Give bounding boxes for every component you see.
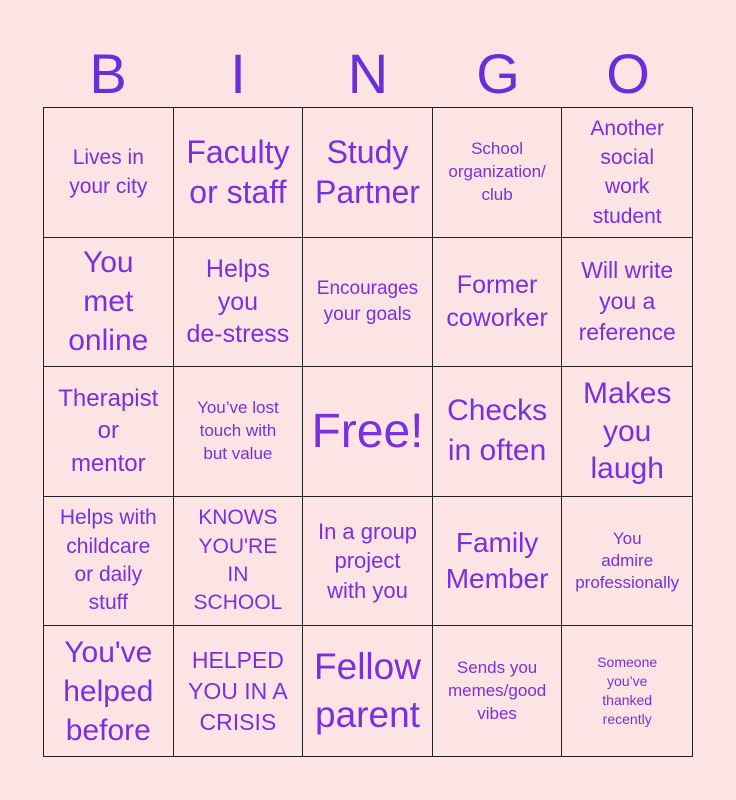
header-letter-n: N — [347, 42, 389, 105]
bingo-cell[interactable] — [303, 497, 433, 627]
bingo-cell[interactable] — [44, 497, 174, 627]
cell-text: Helps with childcare or daily stuff — [59, 506, 157, 615]
bingo-cell[interactable] — [433, 626, 563, 756]
bingo-cell[interactable] — [562, 497, 692, 627]
bingo-cell[interactable] — [44, 108, 174, 238]
cell-text: Another social work student — [590, 116, 664, 228]
bingo-cell[interactable] — [562, 626, 692, 756]
cell-text: Someone you’ve thanked recently — [597, 654, 658, 728]
bingo-cell[interactable] — [433, 497, 563, 627]
header-letter-b: B — [89, 42, 127, 105]
bingo-cell[interactable] — [433, 367, 563, 497]
bingo-cell[interactable] — [303, 108, 433, 238]
free-space-text: Free! — [311, 404, 424, 458]
cell-text: Will write you a reference — [578, 257, 676, 346]
bingo-cell[interactable] — [562, 108, 692, 238]
bingo-cell[interactable] — [174, 108, 304, 238]
cell-text: HELPED YOU IN A CRISIS — [188, 646, 288, 735]
header-letter-g: G — [476, 42, 520, 105]
header-letter-o: O — [606, 42, 650, 105]
bingo-cell[interactable] — [44, 367, 174, 497]
cell-text: You met online — [68, 246, 149, 358]
cell-text: Fellow parent — [314, 646, 421, 736]
cell-text: Lives in your city — [69, 145, 148, 199]
cell-text: Family Member — [445, 526, 549, 595]
cell-text: KNOWS YOU'RE IN SCHOOL — [193, 506, 283, 615]
free-space-cell[interactable] — [303, 367, 433, 497]
bingo-cell[interactable] — [562, 367, 692, 497]
bingo-cell[interactable] — [174, 497, 304, 627]
cell-text: Therapist or mentor — [58, 384, 159, 477]
cell-text: Makes you laugh — [583, 377, 672, 486]
cell-text: You've helped before — [63, 635, 154, 747]
bingo-cell[interactable] — [174, 367, 304, 497]
bingo-header — [43, 40, 693, 108]
bingo-cell[interactable] — [44, 238, 174, 368]
cell-text: Sends you memes/good vibes — [447, 657, 547, 723]
bingo-cell[interactable] — [44, 626, 174, 756]
cell-text: Former coworker — [446, 271, 548, 332]
bingo-cell[interactable] — [303, 626, 433, 756]
cell-text: You admire professionally — [575, 528, 680, 593]
cell-text: Checks in often — [447, 393, 548, 468]
cell-text: You’ve lost touch with but value — [197, 398, 279, 463]
bingo-card — [43, 107, 693, 757]
bingo-cell[interactable] — [562, 238, 692, 368]
header-letter-i: I — [230, 42, 246, 105]
cell-text: Faculty or staff — [186, 134, 290, 211]
cell-text: Encourages your goals — [316, 278, 419, 325]
bingo-cell[interactable] — [433, 238, 563, 368]
bingo-cell[interactable] — [433, 108, 563, 238]
cell-text: Helps you de-stress — [186, 255, 290, 349]
cell-text: In a group project with you — [317, 518, 418, 603]
bingo-cell[interactable] — [174, 238, 304, 368]
bingo-cell[interactable] — [174, 626, 304, 756]
bingo-cell[interactable] — [303, 238, 433, 368]
cell-text: Study Partner — [315, 134, 420, 211]
cell-text: School organization/ club — [448, 138, 546, 204]
